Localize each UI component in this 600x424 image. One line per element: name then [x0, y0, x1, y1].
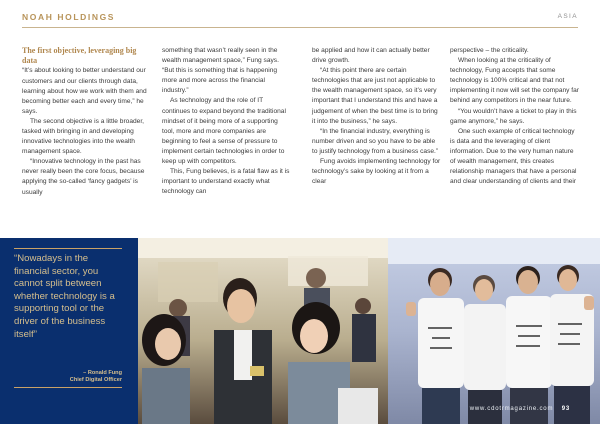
pull-quote-frame	[14, 248, 122, 388]
paragraph: “It’s about looking to better understand our customers and our clients through data, learning about how we work with them and becoming better each and every time,” he says.	[22, 67, 147, 115]
paragraph: something that wasn’t really seen in the wealth management space,” Fung says. “But this is something that is happening more and more across the financial industry.”	[162, 47, 279, 95]
article-column-2	[162, 46, 292, 197]
paragraph: perspective – the criticality.	[450, 47, 529, 54]
paragraph: be applied and how it can actually better drive growth.	[312, 47, 430, 65]
article-body	[22, 46, 582, 226]
event-photo-illustration	[138, 238, 388, 424]
quote-author-title: Chief Digital Officer	[69, 377, 122, 383]
region-label: ASIA	[557, 13, 578, 20]
quote-author-name: – Ronald Fung	[83, 370, 122, 376]
paragraph: Fung avoids implementing technology for technology’s sake by looking at it from a clear	[312, 158, 441, 186]
paragraph: This, Fung believes, is a fatal flaw as it is important to understand exactly what technology can	[162, 168, 290, 196]
quote-attribution	[70, 370, 122, 384]
group-photo-illustration	[388, 238, 600, 424]
paragraph: “You wouldn’t have a ticket to play in this game anymore,” he says.	[450, 107, 577, 125]
paragraph: As technology and the role of IT continues to expand beyond the traditional mindset of it being more of a supporting tool, more and more companies are beginning to feel a sense of pressure to implement certain technologies in order to keep up with competitors.	[162, 97, 286, 166]
article-subheading: The first objective, leveraging big data	[22, 46, 137, 66]
pull-quote-text: “Nowadays in the financial sector, you cannot split between whether technology is a supporting tool or the driver of the business itself”	[14, 253, 115, 340]
paragraph: “Innovative technology in the past has never really been the core focus, because applying the so-called ‘fancy gadgets’ is usually	[22, 158, 145, 196]
pull-quote-box	[0, 238, 138, 424]
event-photo-conversation	[138, 238, 388, 424]
event-photo-group	[388, 238, 600, 424]
page-footer	[470, 406, 570, 412]
magazine-website: www.cdotrmagazine.com	[469, 406, 554, 412]
header-divider	[22, 27, 578, 28]
company-name: NOAH HOLDINGS	[22, 12, 116, 22]
paragraph: One such example of critical technology is data and the leveraging of client information. Due to the very human nature of wealth management, this creates relationship managers that have a personal and clear understanding of clients and their	[450, 127, 577, 186]
paragraph: “At this point there are certain technologies that are just not applicable to the wealth management space, so it’s very important that I understand this and have a judgement of when the best time is to bring it into the business,” he says.	[312, 67, 438, 125]
paragraph: The second objective is a little broader, tasked with bringing in and developing innovative technologies into the wealth management space.	[22, 117, 144, 156]
paragraph: “In the financial industry, everything is number driven and so you have to be able to justify technology from a business case.”	[312, 127, 439, 155]
page-number: 93	[561, 406, 570, 412]
paragraph: When looking at the criticality of technology, Fung accepts that some technology is 100% critical and that not implementing it now will set the company far behind any competitors in the near future.	[450, 57, 579, 105]
article-column-4	[450, 46, 580, 187]
article-column-3	[312, 46, 442, 187]
photo-band	[0, 238, 600, 424]
article-column-1	[22, 46, 152, 198]
